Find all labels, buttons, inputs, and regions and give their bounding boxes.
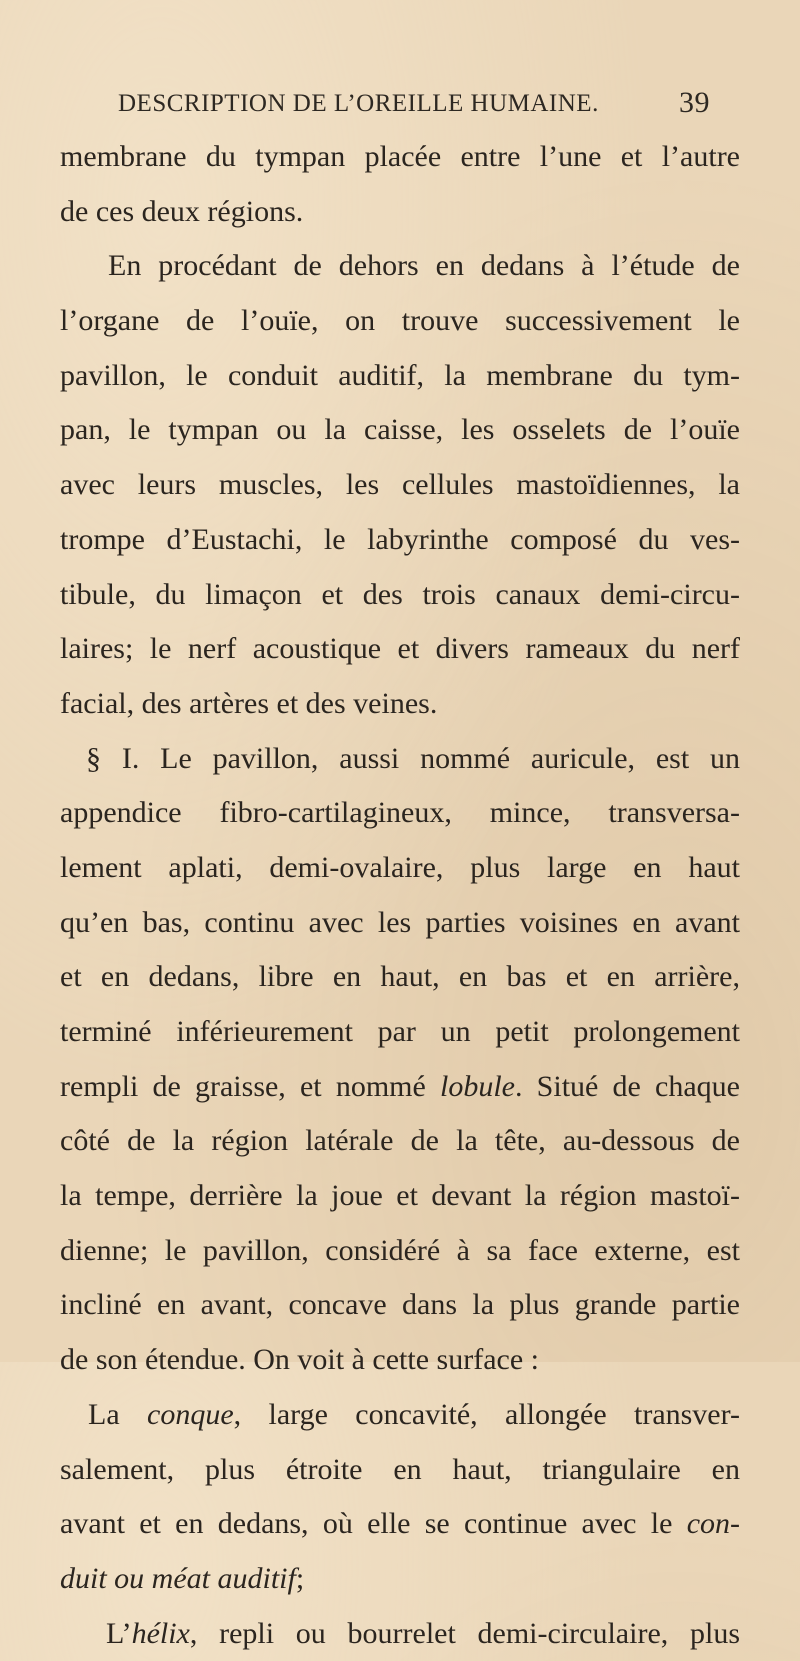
text-segment: L’	[106, 1616, 132, 1650]
text-line: trompe d’Eustachi, le labyrinthe composé du ves-	[60, 522, 740, 556]
text-line: laires; le nerf acoustique et divers rameaux du nerf	[60, 632, 740, 666]
text-line: lement aplati, demi-ovalaire, plus large en haut	[60, 850, 740, 884]
text-line	[60, 1060, 740, 1115]
running-title: DESCRIPTION DE L’OREILLE HUMAINE.	[118, 90, 599, 117]
italic-term: duit ou méat auditif	[60, 1561, 296, 1595]
text-line: qu’en bas, continu avec les parties voisines en avant	[60, 905, 740, 939]
italic-term: lobule	[440, 1069, 515, 1103]
text-segment: . Situé de chaque	[515, 1069, 740, 1103]
text-segment: , large concavité, allongée transver-	[233, 1397, 741, 1431]
text-line: dienne; le pavillon, considéré à sa face externe, est	[60, 1233, 740, 1267]
italic-term: hélix	[131, 1616, 190, 1650]
text-line: avec leurs muscles, les cellules mastoïdiennes, la	[60, 468, 740, 502]
text-segment: La	[88, 1397, 147, 1431]
text-line: incliné en avant, concave dans la plus grande partie	[60, 1288, 740, 1322]
text-line: tibule, du limaçon et des trois canaux demi-circu-	[60, 577, 740, 611]
text-segment: rempli de graisse, et nommé	[60, 1069, 440, 1103]
text-line: de son étendue. On voit à cette surface :	[60, 1343, 539, 1377]
text-line: facial, des artères et des veines.	[60, 686, 438, 720]
text-line: § I. Le pavillon, aussi nommé auricule, est un	[86, 741, 740, 775]
running-header	[118, 86, 758, 126]
text-line: pavillon, le conduit auditif, la membrane du tym-	[60, 358, 740, 392]
italic-term: conque	[147, 1397, 234, 1431]
text-line: salement, plus étroite en haut, triangulaire en	[60, 1452, 740, 1486]
text-line: la tempe, derrière la joue et devant la région mastoï-	[60, 1179, 740, 1213]
text-line: membrane du tympan placée entre l’une et l’autre	[60, 140, 740, 173]
text-segment: , repli ou bourrelet demi-circulaire, plus	[189, 1616, 740, 1650]
text-segment: ;	[295, 1561, 305, 1595]
text-line: de ces deux régions.	[60, 194, 304, 228]
text-line	[60, 1497, 740, 1552]
text-line: terminé inférieurement par un petit prolongement	[60, 1015, 740, 1048]
page-number: 39	[679, 86, 710, 119]
text-line: appendice fibro-cartilagineux, mince, transversa-	[60, 796, 740, 830]
text-segment: avant et en dedans, où elle se continue avec le	[60, 1507, 687, 1541]
text-line: l’organe de l’ouïe, on trouve successivement le	[60, 304, 740, 338]
italic-term: con-	[686, 1507, 740, 1541]
text-line: côté de la région latérale de la tête, au-dessous de	[60, 1124, 740, 1158]
body-text	[60, 130, 740, 1661]
text-line	[60, 1607, 740, 1661]
text-line: et en dedans, libre en haut, en bas et en arrière,	[60, 960, 740, 994]
text-line: pan, le tympan ou la caisse, les osselets de l’ouïe	[60, 413, 740, 447]
text-line: En procédant de dehors en dedans à l’étude de	[108, 249, 740, 283]
text-line	[60, 1388, 740, 1443]
text-line	[60, 1552, 740, 1607]
